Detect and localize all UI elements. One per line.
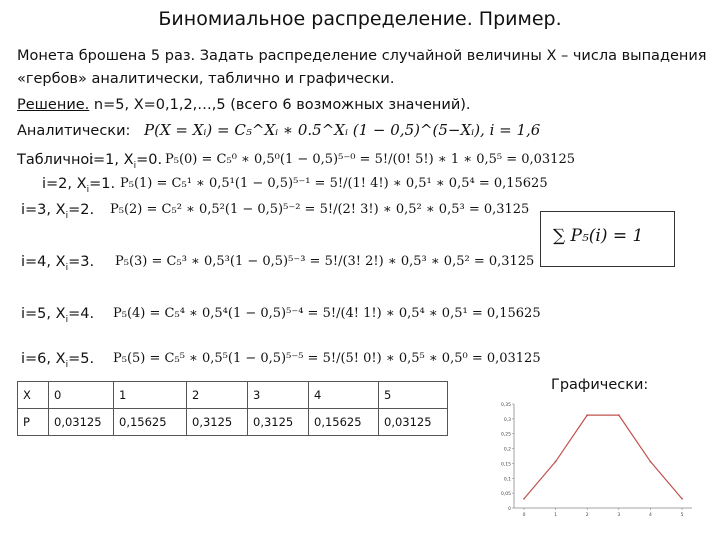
data-point — [523, 498, 525, 500]
x-tick-label: 2 — [585, 513, 589, 518]
solution-text: n=5, X=0,1,2,…,5 (всего 6 возможных значений). — [93, 97, 471, 113]
step-formula-3: P₅(2) = C₅² ∗ 0,5²(1 − 0,5)⁵⁻² = 5!/(2! 3!) ∗ 0,5² ∗ 0,5³ = 0,3125 — [110, 202, 530, 217]
step-formula-2: P₅(1) = C₅¹ ∗ 0,5¹(1 − 0,5)⁵⁻¹ = 5!/(1! 4!) ∗ 0,5¹ ∗ 0,5⁴ = 0,15625 — [120, 176, 548, 191]
task-text-line-2: «гербов» аналитически, таблично и графически. — [17, 71, 395, 87]
data-point — [681, 498, 683, 500]
step-formula-6: P₅(5) = C₅⁵ ∗ 0,5⁵(1 − 0,5)⁵⁻⁵ = 5!/(5! 0!) ∗ 0,5⁵ ∗ 0,5⁰ = 0,03125 — [113, 351, 541, 366]
analytic-label: Аналитически: — [17, 123, 131, 139]
step-label-1: i=1, $X_i=0$. — [89, 152, 163, 171]
x-tick-label: 0 — [522, 513, 526, 518]
table-row-x — [18, 382, 448, 409]
y-tick-label: 0,25 — [500, 432, 511, 438]
step-label-4: i=4, $X_i=3$. — [21, 254, 95, 273]
y-tick-label: 0,2 — [503, 447, 511, 453]
distribution-chart — [492, 396, 702, 520]
table-cell: 0,3125 — [187, 409, 248, 436]
sum-formula: ∑ P₅(i) = 1 — [553, 226, 644, 246]
table-cell: 0,3125 — [248, 409, 309, 436]
y-tick-label: 0 — [508, 507, 511, 512]
step-label-5: i=5, $X_i=4$. — [21, 306, 95, 325]
table-cell: 3 — [248, 382, 309, 409]
x-tick-label: 3 — [617, 513, 621, 518]
y-tick-label: 0,3 — [503, 417, 511, 423]
x-tick-label: 1 — [554, 513, 558, 518]
table-cell: 1 — [114, 382, 187, 409]
y-tick-label: 0,15 — [500, 462, 511, 468]
data-point — [618, 414, 620, 416]
series-line — [524, 415, 682, 499]
data-point — [555, 461, 557, 463]
x-tick-label: 5 — [680, 513, 684, 518]
analytic-formula: P(X = Xᵢ) = C₅^Xᵢ ∗ 0.5^Xᵢ (1 − 0,5)^(5−Xᵢ), i = 1,6 — [144, 121, 541, 139]
step-label-3: i=3, $X_i=2$. — [21, 202, 95, 221]
step-formula-1: P₅(0) = C₅⁰ ∗ 0,5⁰(1 − 0,5)⁵⁻⁰ = 5!/(0! 5!) ∗ 1 ∗ 0,5⁵ = 0,03125 — [165, 152, 575, 167]
table-cell: 2 — [187, 382, 248, 409]
y-tick-label: 0,05 — [500, 492, 511, 498]
step-label-6: i=6, $X_i=5$. — [21, 351, 95, 370]
data-point — [586, 414, 588, 416]
table-cell: 5 — [379, 382, 448, 409]
y-tick-label: 0,35 — [500, 403, 511, 408]
sum-formula-box — [540, 211, 675, 267]
data-point — [650, 461, 652, 463]
step-label-2: i=2, $X_i=1$. — [42, 176, 116, 195]
graph-label: Графически: — [551, 377, 649, 393]
table-cell: 0,15625 — [309, 409, 379, 436]
task-text-line-1: Монета брошена 5 раз. Задать распределение случайной величины Х – числа выпадения — [17, 48, 707, 64]
tabular-label: Таблично: — [17, 152, 95, 168]
table-row-p — [18, 409, 448, 436]
table-cell: 0,03125 — [379, 409, 448, 436]
y-tick-label: 0,1 — [503, 477, 511, 483]
slide-title: Биномиальное распределение. Пример. — [158, 8, 562, 30]
distribution-table — [17, 381, 448, 436]
x-tick-label: 4 — [648, 513, 652, 518]
step-formula-4: P₅(3) = C₅³ ∗ 0,5³(1 − 0,5)⁵⁻³ = 5!/(3! 2!) ∗ 0,5³ ∗ 0,5² = 0,3125 — [115, 254, 535, 269]
step-formula-5: P₅(4) = C₅⁴ ∗ 0,5⁴(1 − 0,5)⁵⁻⁴ = 5!/(4! 1!) ∗ 0,5⁴ ∗ 0,5¹ = 0,15625 — [113, 306, 541, 321]
table-cell: 0,15625 — [114, 409, 187, 436]
table-cell: 0,03125 — [49, 409, 114, 436]
table-cell: 0 — [49, 382, 114, 409]
table-cell: P — [18, 409, 49, 436]
table-cell: X — [18, 382, 49, 409]
solution-label: Решение. — [17, 97, 90, 113]
table-cell: 4 — [309, 382, 379, 409]
solution-line — [17, 97, 471, 113]
